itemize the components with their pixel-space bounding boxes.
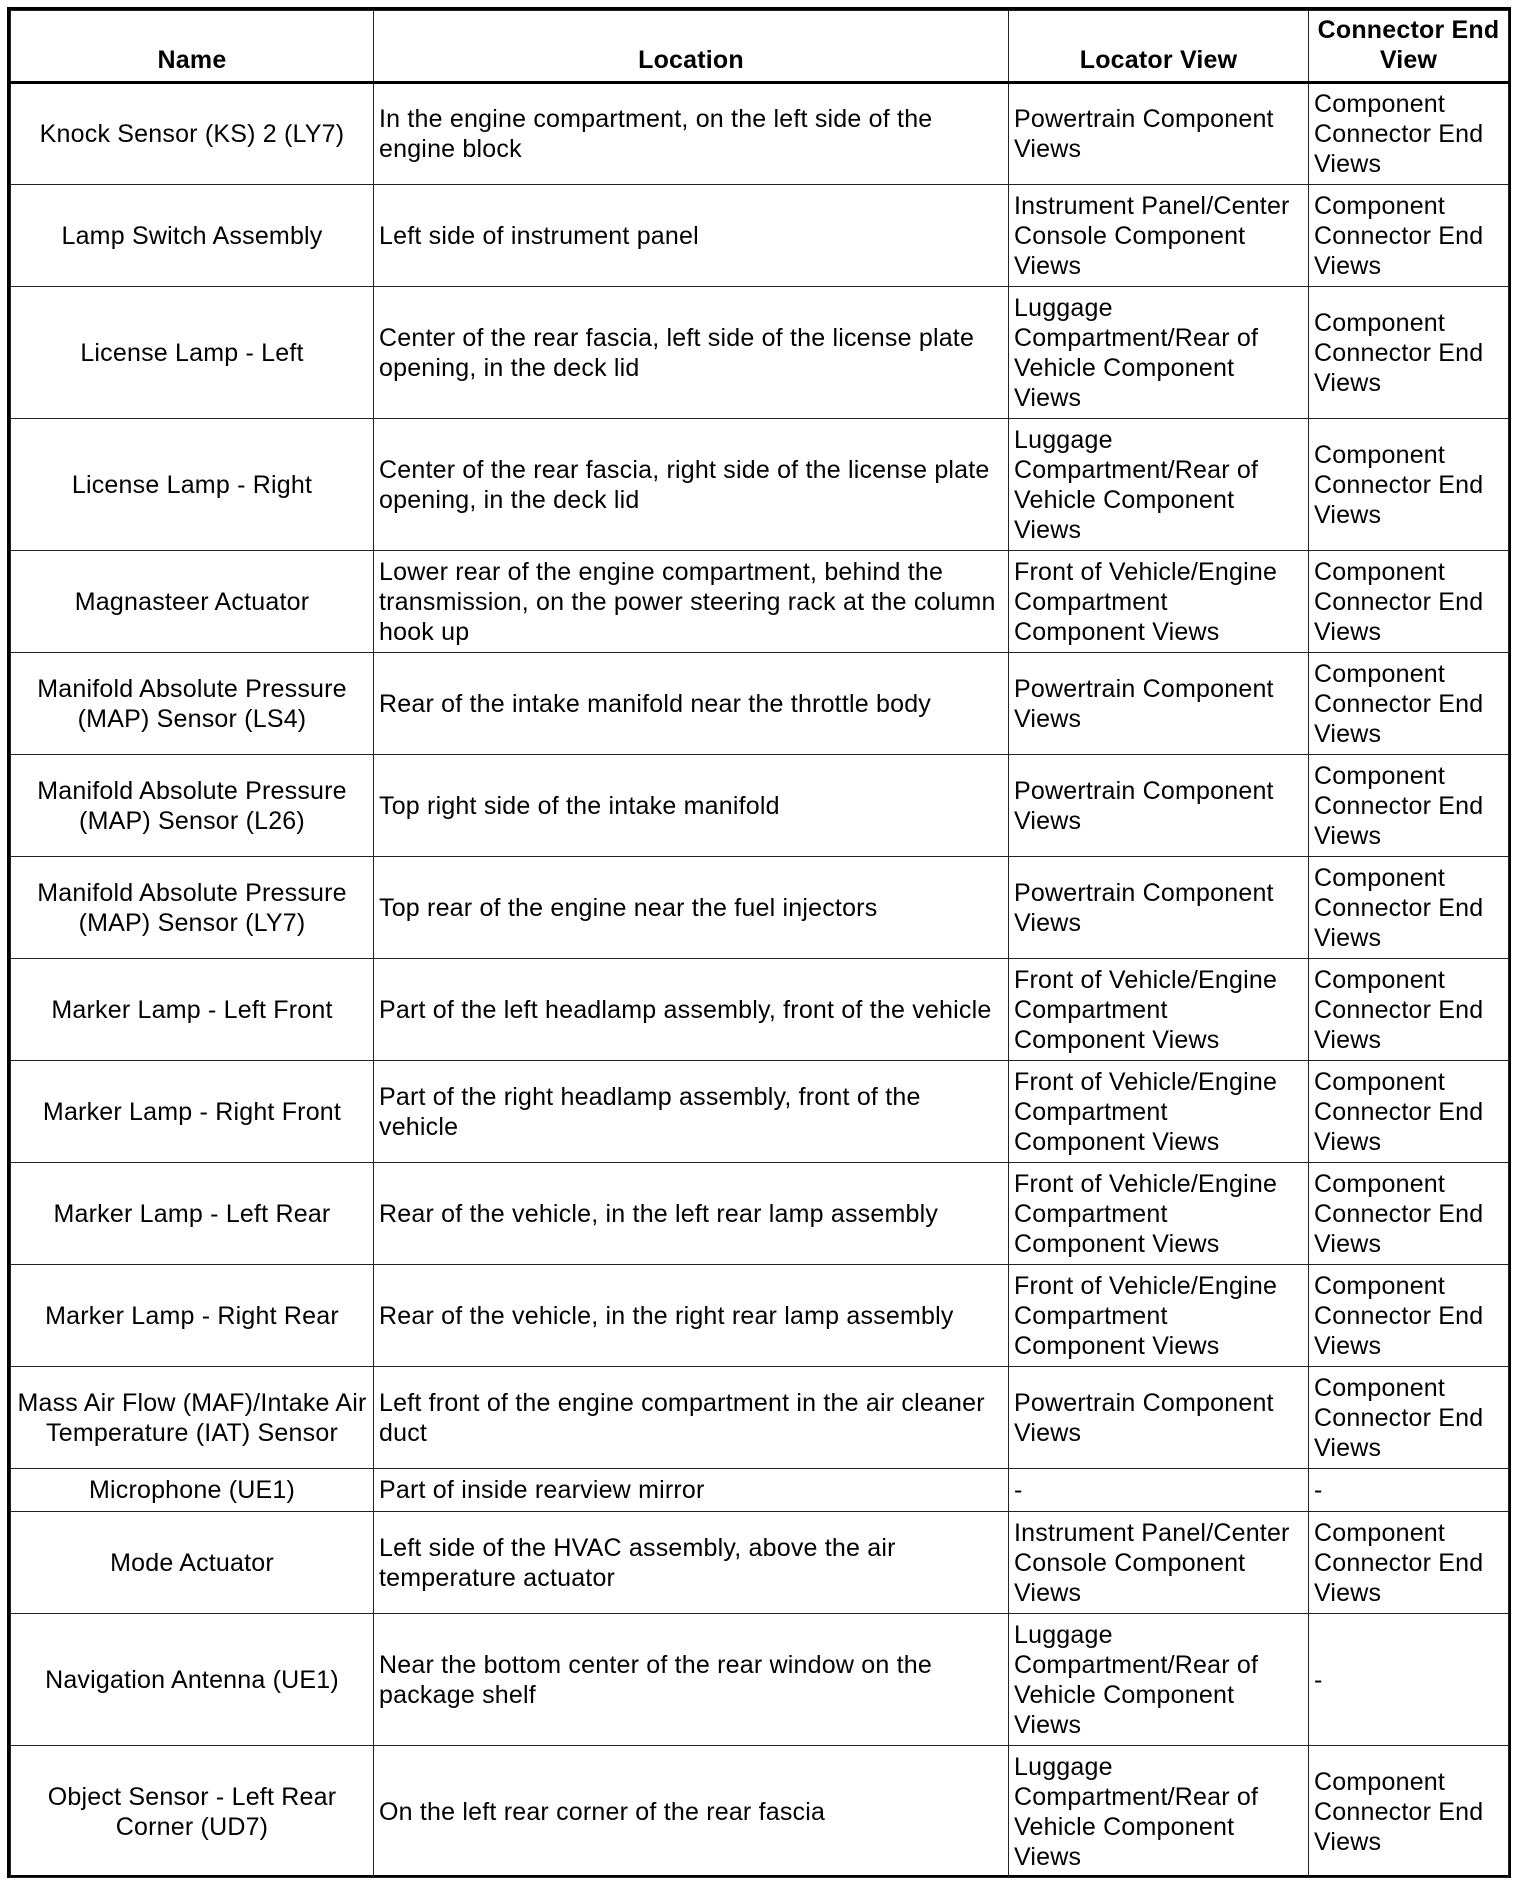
- cell-location: Near the bottom center of the rear window on the package shelf: [374, 1614, 1009, 1746]
- cell-locator-view: Front of Vehicle/Engine Compartment Component Views: [1009, 1061, 1309, 1163]
- column-header-name: Name: [11, 11, 374, 83]
- cell-name: Marker Lamp - Left Front: [11, 959, 374, 1061]
- table-header-row: [11, 11, 1509, 83]
- table-row: [11, 1469, 1509, 1512]
- cell-name: Object Sensor - Left Rear Corner (UD7): [11, 1746, 374, 1878]
- table-row: [11, 1061, 1509, 1163]
- cell-name: Knock Sensor (KS) 2 (LY7): [11, 83, 374, 185]
- table-row: [11, 83, 1509, 185]
- cell-location: Part of the left headlamp assembly, front of the vehicle: [374, 959, 1009, 1061]
- cell-name: License Lamp - Left: [11, 287, 374, 419]
- table-row: [11, 857, 1509, 959]
- cell-connector-end-view: Component Connector End Views: [1309, 1746, 1509, 1878]
- cell-name: Marker Lamp - Right Front: [11, 1061, 374, 1163]
- cell-name: Navigation Antenna (UE1): [11, 1614, 374, 1746]
- cell-name: Microphone (UE1): [11, 1469, 374, 1512]
- cell-connector-end-view: Component Connector End Views: [1309, 1265, 1509, 1367]
- table-row: [11, 551, 1509, 653]
- cell-locator-view: Luggage Compartment/Rear of Vehicle Component Views: [1009, 287, 1309, 419]
- cell-connector-end-view: Component Connector End Views: [1309, 857, 1509, 959]
- cell-connector-end-view: Component Connector End Views: [1309, 1512, 1509, 1614]
- cell-location: Top right side of the intake manifold: [374, 755, 1009, 857]
- cell-location: Left side of the HVAC assembly, above the air temperature actuator: [374, 1512, 1009, 1614]
- column-header-locator-view: Locator View: [1009, 11, 1309, 83]
- cell-name: Marker Lamp - Left Rear: [11, 1163, 374, 1265]
- cell-name: Manifold Absolute Pressure (MAP) Sensor (LY7): [11, 857, 374, 959]
- cell-name: Mode Actuator: [11, 1512, 374, 1614]
- cell-locator-view: Front of Vehicle/Engine Compartment Component Views: [1009, 1163, 1309, 1265]
- cell-location: Left side of instrument panel: [374, 185, 1009, 287]
- cell-name: Manifold Absolute Pressure (MAP) Sensor (L26): [11, 755, 374, 857]
- cell-location: Center of the rear fascia, left side of the license plate opening, in the deck lid: [374, 287, 1009, 419]
- table-row: [11, 1367, 1509, 1469]
- cell-connector-end-view: Component Connector End Views: [1309, 653, 1509, 755]
- cell-connector-end-view: Component Connector End Views: [1309, 959, 1509, 1061]
- cell-location: Rear of the intake manifold near the throttle body: [374, 653, 1009, 755]
- cell-name: License Lamp - Right: [11, 419, 374, 551]
- cell-location: Rear of the vehicle, in the left rear lamp assembly: [374, 1163, 1009, 1265]
- table-row: [11, 1614, 1509, 1746]
- cell-connector-end-view: Component Connector End Views: [1309, 1061, 1509, 1163]
- cell-location: Top rear of the engine near the fuel injectors: [374, 857, 1009, 959]
- table-row: [11, 1512, 1509, 1614]
- cell-location: Left front of the engine compartment in the air cleaner duct: [374, 1367, 1009, 1469]
- cell-location: In the engine compartment, on the left side of the engine block: [374, 83, 1009, 185]
- cell-locator-view: Luggage Compartment/Rear of Vehicle Component Views: [1009, 419, 1309, 551]
- component-locator-table-frame: [7, 7, 1511, 1878]
- table-row: [11, 1163, 1509, 1265]
- cell-locator-view: Front of Vehicle/Engine Compartment Component Views: [1009, 959, 1309, 1061]
- cell-connector-end-view: -: [1309, 1469, 1509, 1512]
- cell-locator-view: Powertrain Component Views: [1009, 755, 1309, 857]
- cell-location: Part of the right headlamp assembly, front of the vehicle: [374, 1061, 1009, 1163]
- column-header-location: Location: [374, 11, 1009, 83]
- cell-locator-view: Powertrain Component Views: [1009, 83, 1309, 185]
- cell-locator-view: Luggage Compartment/Rear of Vehicle Component Views: [1009, 1746, 1309, 1878]
- cell-locator-view: Instrument Panel/Center Console Component Views: [1009, 185, 1309, 287]
- cell-name: Manifold Absolute Pressure (MAP) Sensor (LS4): [11, 653, 374, 755]
- table-row: [11, 1746, 1509, 1878]
- cell-location: Rear of the vehicle, in the right rear lamp assembly: [374, 1265, 1009, 1367]
- cell-connector-end-view: Component Connector End Views: [1309, 185, 1509, 287]
- cell-connector-end-view: Component Connector End Views: [1309, 755, 1509, 857]
- cell-connector-end-view: -: [1309, 1614, 1509, 1746]
- cell-locator-view: Powertrain Component Views: [1009, 857, 1309, 959]
- cell-locator-view: -: [1009, 1469, 1309, 1512]
- cell-locator-view: Powertrain Component Views: [1009, 653, 1309, 755]
- table-row: [11, 287, 1509, 419]
- cell-connector-end-view: Component Connector End Views: [1309, 83, 1509, 185]
- table-row: [11, 185, 1509, 287]
- cell-name: Magnasteer Actuator: [11, 551, 374, 653]
- cell-location: Lower rear of the engine compartment, behind the transmission, on the power steering rack at the column hook up: [374, 551, 1009, 653]
- table-row: [11, 959, 1509, 1061]
- component-locator-table: [10, 10, 1509, 1878]
- table-row: [11, 1265, 1509, 1367]
- cell-locator-view: Luggage Compartment/Rear of Vehicle Component Views: [1009, 1614, 1309, 1746]
- cell-connector-end-view: Component Connector End Views: [1309, 551, 1509, 653]
- table-row: [11, 755, 1509, 857]
- cell-locator-view: Front of Vehicle/Engine Compartment Component Views: [1009, 551, 1309, 653]
- cell-connector-end-view: Component Connector End Views: [1309, 287, 1509, 419]
- cell-locator-view: Instrument Panel/Center Console Component Views: [1009, 1512, 1309, 1614]
- cell-location: Center of the rear fascia, right side of the license plate opening, in the deck lid: [374, 419, 1009, 551]
- cell-connector-end-view: Component Connector End Views: [1309, 1163, 1509, 1265]
- cell-locator-view: Front of Vehicle/Engine Compartment Component Views: [1009, 1265, 1309, 1367]
- cell-locator-view: Powertrain Component Views: [1009, 1367, 1309, 1469]
- table-row: [11, 419, 1509, 551]
- cell-location: On the left rear corner of the rear fascia: [374, 1746, 1009, 1878]
- cell-connector-end-view: Component Connector End Views: [1309, 1367, 1509, 1469]
- column-header-connector-end-view: Connector End View: [1309, 11, 1509, 83]
- cell-name: Lamp Switch Assembly: [11, 185, 374, 287]
- table-row: [11, 653, 1509, 755]
- cell-name: Marker Lamp - Right Rear: [11, 1265, 374, 1367]
- cell-location: Part of inside rearview mirror: [374, 1469, 1009, 1512]
- cell-name: Mass Air Flow (MAF)/Intake Air Temperature (IAT) Sensor: [11, 1367, 374, 1469]
- cell-connector-end-view: Component Connector End Views: [1309, 419, 1509, 551]
